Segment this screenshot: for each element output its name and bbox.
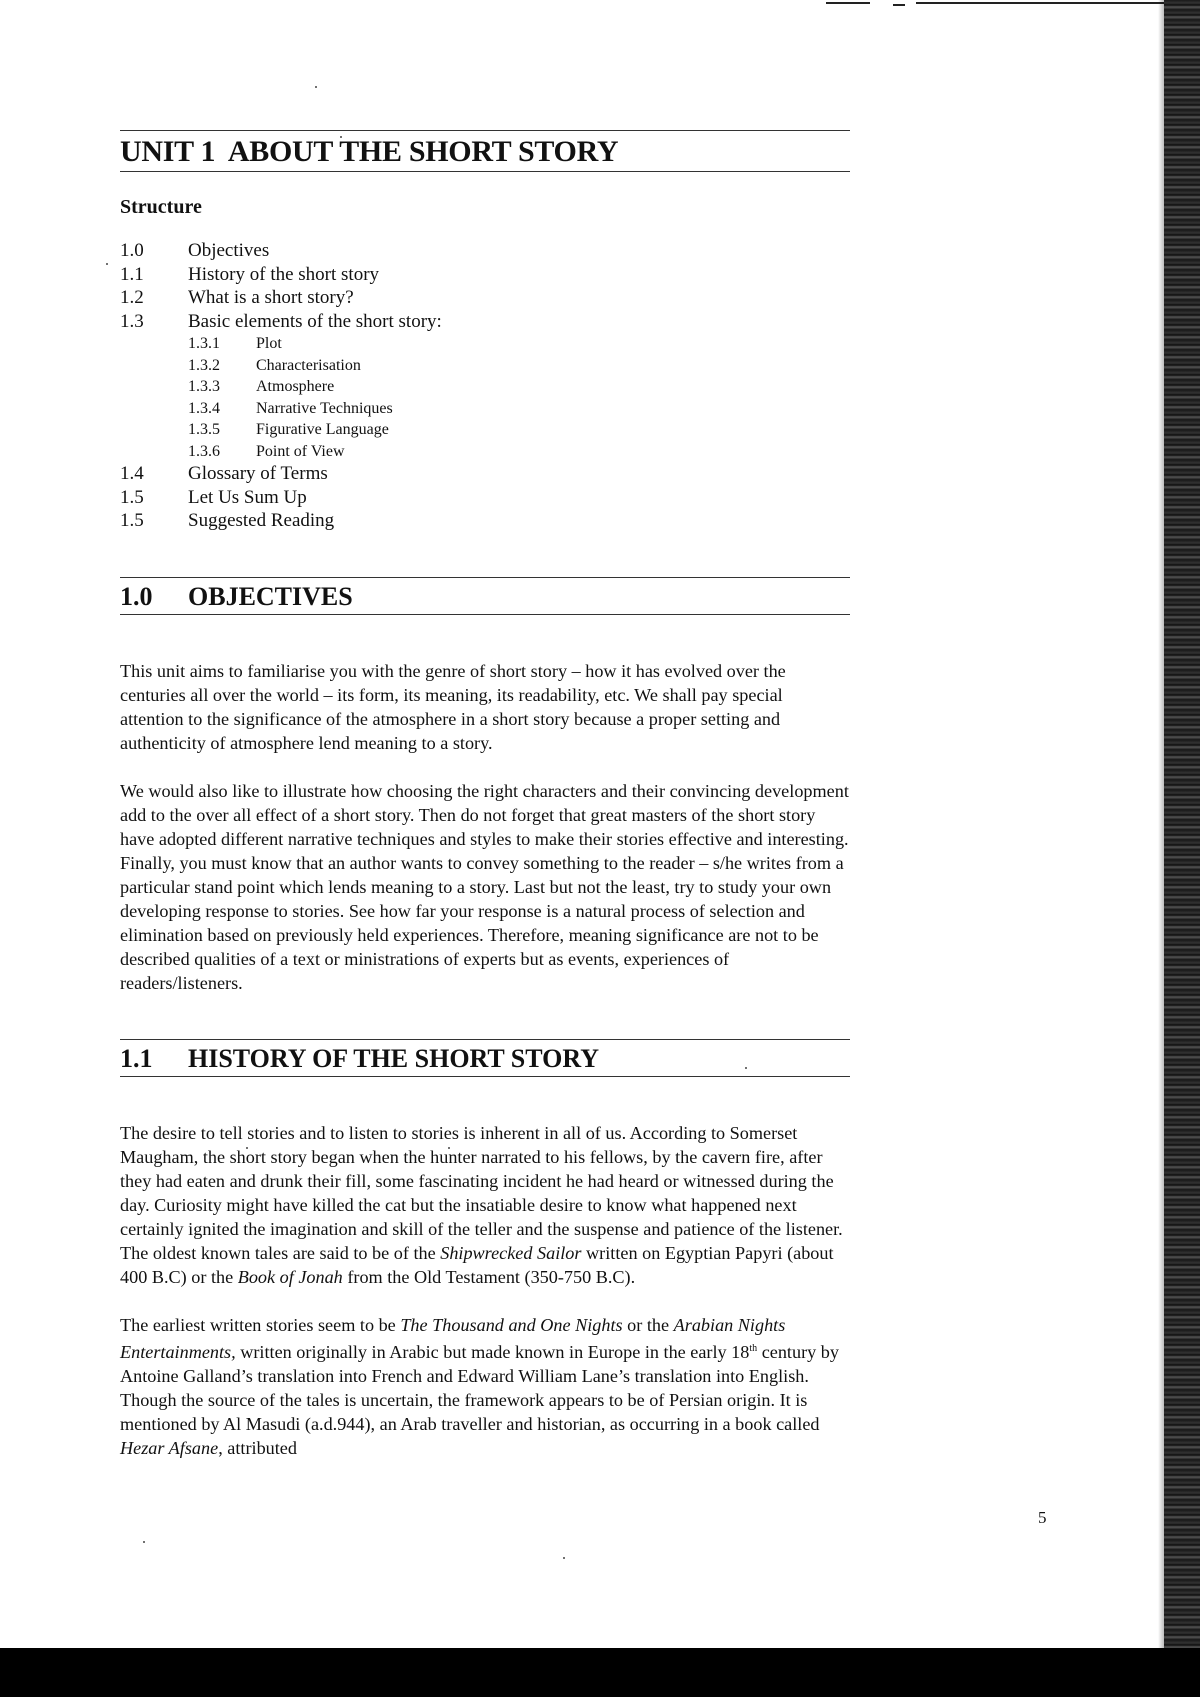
toc-item-label: Basic elements of the short story:	[188, 310, 442, 332]
scan-mark	[893, 4, 905, 6]
toc-item-number: 1.5	[120, 486, 144, 508]
scan-speck	[106, 263, 108, 265]
toc-subitem-number: 1.3.3	[188, 378, 220, 395]
toc-subitem	[120, 333, 850, 355]
toc-item-number: 1.4	[120, 463, 144, 484]
toc-item	[120, 239, 850, 263]
scan-speck	[315, 86, 317, 88]
toc-subitem-label: Figurative Language	[256, 421, 389, 438]
section-number: 1.1	[120, 1043, 153, 1073]
toc-subitem-label: Narrative Techniques	[256, 399, 393, 417]
history-paragraph	[120, 1121, 850, 1289]
italic-title: The Thousand and One Nights	[400, 1314, 623, 1335]
toc-item-number: 1.2	[120, 287, 144, 308]
section-title: HISTORY OF THE SHORT STORY	[188, 1043, 599, 1073]
toc-subitem-number: 1.3.4	[188, 399, 220, 417]
toc-item-number: 1.3	[120, 310, 144, 332]
unit-heading	[120, 130, 850, 172]
toc-subitem	[120, 355, 850, 377]
italic-title: Shipwrecked Sailor	[440, 1242, 582, 1263]
toc-subitem	[120, 419, 850, 441]
objectives-paragraph: This unit aims to familiarise you with the genre of short story – how it has evolved over the centuries all over the world – its form, its meaning, its readability, etc. We shall pay special attention to the significance of the atmosphere in a short story because a proper setting and authenticity of atmosphere lend meaning to a story.	[120, 660, 786, 753]
toc-item	[120, 310, 850, 334]
toc-subitem-label: Characterisation	[256, 356, 361, 374]
toc-item	[120, 486, 850, 510]
structure-label: Structure	[120, 196, 202, 218]
toc-item-number: 1.5	[120, 510, 144, 531]
section-heading-objectives	[120, 577, 850, 615]
italic-title: Book of Jonah	[237, 1266, 343, 1287]
toc-item	[120, 263, 850, 287]
toc-item-label: What is a short story?	[188, 287, 354, 308]
toc-subitem-label: Plot	[256, 335, 282, 352]
text-run: The desire to tell stories and to listen to stories is inherent in all of us. According to Somerset Maugham, the short story began when the hunter narrated to his fellows, by the cavern fire, after they had eaten and drunk their fill, some fascinating incident he had heard or witnessed during the day. Curiosity might have killed the cat but the insatiable desire to know what happened next certainly ignited the imagination and skill of the teller and the suspense and patience of the listener. The oldest known tales are said to be of the	[120, 1122, 843, 1263]
italic-title: Hezar Afsane	[120, 1437, 219, 1458]
section-heading-history	[120, 1039, 850, 1077]
toc-item-number: 1.1	[120, 263, 144, 285]
scan-mark	[916, 2, 1166, 4]
toc-subitem	[120, 376, 850, 398]
toc-item-label: Let Us Sum Up	[188, 486, 307, 508]
text-run: century by Antoine Galland’s translation into French and Edward William Lane’s translation into English. Though the source of the tales is uncertain, the framework appears to be of Persian origin. It is mentioned by Al Masudi (a.d.944), an Arab traveller and historian, as occurring in a book called	[120, 1341, 839, 1434]
text-run: written originally in Arabic but made known in Europe in the early 18	[235, 1341, 750, 1362]
history-paragraph	[120, 1313, 850, 1460]
toc-item-label: Suggested Reading	[188, 510, 335, 531]
text-run: or the	[622, 1314, 674, 1335]
unit-title: UNIT 1 ABOUT THE SHORT STORY	[120, 135, 619, 168]
toc-subitem-number: 1.3.1	[188, 335, 220, 352]
superscript: th	[749, 1342, 758, 1354]
toc-item	[120, 462, 850, 486]
toc-subitem-number: 1.3.2	[188, 356, 220, 374]
toc-subitem-number: 1.3.6	[188, 442, 220, 460]
scan-mark	[826, 2, 870, 4]
toc-item	[120, 286, 850, 310]
table-of-contents	[120, 239, 850, 533]
section-number: 1.0	[120, 581, 153, 611]
text-run: written on Egyptian Papyri (about 400 B.C) or the	[120, 1242, 834, 1287]
toc-subitem-number: 1.3.5	[188, 421, 220, 438]
toc-subitem	[120, 398, 850, 420]
objectives-paragraph: We would also like to illustrate how choosing the right characters and their convincing development add to the over all effect of a short story. Then do not forget that great masters of the short story have adopted different narrative techniques and styles to make their stories effective and interesting. Finally, you must know that an author wants to convey something to the reader – s/he writes from a particular stand point which lends meaning to a story. Last but not the least, try to study your own developing response to stories. See how far your response is a natural process of selection and elimination based on previously held experiences. Therefore, meaning significance are not to be described qualities of a text or ministrations of experts but as events, experiences of readers/listeners.	[120, 780, 849, 993]
toc-item	[120, 509, 850, 533]
page-content	[120, 130, 850, 1460]
scan-speck	[563, 1557, 565, 1559]
toc-subitem-label: Atmosphere	[256, 378, 335, 395]
scan-bottom-band	[0, 1648, 1200, 1697]
toc-subitem-label: Point of View	[256, 442, 345, 460]
section-title: OBJECTIVES	[188, 581, 353, 611]
toc-item-label: Objectives	[188, 240, 270, 261]
toc-item-label: History of the short story	[188, 263, 380, 285]
toc-item-label: Glossary of Terms	[188, 463, 328, 484]
text-run: , attributed	[218, 1437, 297, 1458]
italic-title: Arabian Nights Entertainments,	[120, 1314, 786, 1362]
text-run: from the Old Testament (350-750 B.C).	[342, 1266, 636, 1287]
scan-speck	[143, 1541, 145, 1543]
page-number: 5	[1038, 1508, 1047, 1527]
scan-edge	[1164, 0, 1200, 1650]
text-run: The earliest written stories seem to be	[120, 1314, 401, 1335]
toc-subitem	[120, 441, 850, 463]
toc-item-number: 1.0	[120, 240, 144, 261]
